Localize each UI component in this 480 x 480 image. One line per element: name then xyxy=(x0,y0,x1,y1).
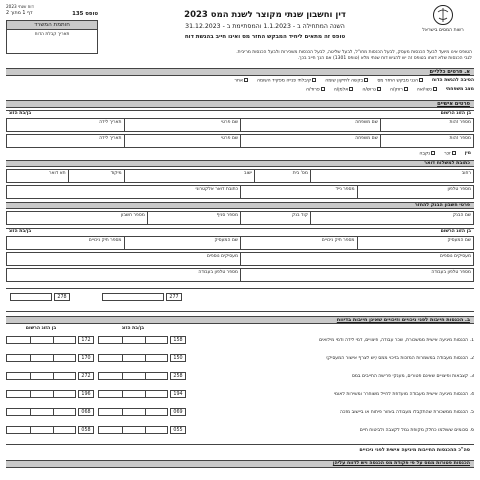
gender-female-label: נקבה xyxy=(419,151,431,157)
marital-label-1: נשוי/אה xyxy=(416,87,432,93)
phone-field[interactable] xyxy=(357,186,474,198)
income-line-5-text: 5. הכנסות ממשכורת שהתקבלו מעבודה באזור פיתוח או ביישוב מזכה xyxy=(340,410,474,415)
declaration-row xyxy=(6,288,474,312)
personal-title-bar xyxy=(6,100,474,108)
income-line-3-code-a: 258 xyxy=(170,372,186,380)
account-field[interactable] xyxy=(7,212,147,224)
phone-label: מספר טלפון xyxy=(447,187,471,192)
work-phone-row xyxy=(6,268,474,282)
bank-name-label: שם הבנק xyxy=(452,213,471,218)
city-field[interactable] xyxy=(124,170,254,182)
spouse-employer-file-field[interactable] xyxy=(7,237,124,249)
marital-option-1[interactable] xyxy=(417,87,438,93)
email-label: כתובת דואר אלקטרוני xyxy=(195,187,238,192)
income-line-2-text: 2. הכנסות מעבודה במשמרות המזכות בזיכוי ממס (יש לצרף אישור המעסיק) xyxy=(326,356,474,361)
gender-label: מין xyxy=(464,151,471,157)
additional-employers-field[interactable] xyxy=(240,253,473,265)
intro-line-1: הטופס אינו מיועד לבעל הכנסות מעסק, לבעל הכנסות מחו"ל, לבעל שליטה, לבעל הכנסות משכירות ולבעל הכנסות מריבית. xyxy=(236,50,472,55)
spouse-first-name-label: שם פרטי xyxy=(221,136,239,141)
income-line-5-code-a: 069 xyxy=(170,408,186,416)
marital-label-3: גרוש/ה xyxy=(362,87,376,93)
reason-option-2[interactable] xyxy=(325,78,369,84)
form-id-block xyxy=(6,4,98,54)
employer-name-field[interactable] xyxy=(357,237,474,249)
spouse-employer-file-label: מספר תיק ניכויים xyxy=(88,238,122,243)
refund-checkbox[interactable] xyxy=(419,78,423,82)
contact-row xyxy=(6,185,474,199)
other-checkbox[interactable] xyxy=(244,78,248,82)
spouse-last-name-label: שם משפחה xyxy=(355,136,378,141)
reason-label-4: אחר xyxy=(234,78,244,84)
spouse-work-phone-field[interactable] xyxy=(7,269,240,281)
marital-label-5: פרוד/ה xyxy=(305,87,320,93)
last-name-label: שם משפחה xyxy=(355,120,378,125)
zip-field[interactable] xyxy=(68,170,124,182)
income-line-3-amount-a[interactable] xyxy=(98,372,168,380)
income-line-6-code-b: 058 xyxy=(78,426,94,434)
marital-title: מצב משפחתי xyxy=(445,87,474,93)
bank-code-label: קוד בנק xyxy=(292,213,308,218)
col-spouse-header: בן/בת הזוג xyxy=(121,326,145,331)
gender-male-label: זכר xyxy=(444,151,451,157)
employer-taxpayer-label: בן הזוג הרשום xyxy=(440,229,471,234)
income-line-2-code-b: 170 xyxy=(78,354,94,362)
street-field[interactable] xyxy=(310,170,473,182)
income-line-6-amount-a[interactable] xyxy=(98,426,168,434)
divorced-checkbox[interactable] xyxy=(377,87,381,91)
reason-option-1[interactable] xyxy=(377,78,424,84)
intro-text xyxy=(106,50,472,62)
part-b-total-label: סה"כ ההכנסות החייבות מיגיעה אישית לפני ניכויים xyxy=(359,447,470,453)
id-field[interactable] xyxy=(380,119,473,131)
spouse-id-field[interactable] xyxy=(380,135,473,147)
employer-file-field[interactable] xyxy=(240,237,357,249)
birth-date-label: תאריך לידה xyxy=(99,120,122,125)
office-stamp-label: חותמת המשרד xyxy=(7,21,97,31)
authority-logo-icon xyxy=(432,4,454,26)
spouse-birth-date-field[interactable] xyxy=(7,135,124,147)
amount-277[interactable] xyxy=(102,293,164,301)
income-line-1-code-b: 172 xyxy=(78,336,94,344)
work-phone-field[interactable] xyxy=(240,269,473,281)
email-field[interactable] xyxy=(7,186,240,198)
income-line-4-text: 4. הכנסות מיגיעה אישית מעבודה מועדפת לחייל משוחרר ומשירות לאומי xyxy=(333,392,474,397)
street-label: רחוב xyxy=(461,171,471,176)
marital-option-3[interactable] xyxy=(362,87,382,93)
account-label: מספר חשבון xyxy=(120,213,145,218)
employer-file-label: מספר תיק ניכויים xyxy=(321,238,355,243)
part-b-title: ב. הכנסות חייבות לפני ניכויים וזיכויים שאינן חייבות בדיווח xyxy=(336,317,470,323)
gender-option-2[interactable] xyxy=(419,151,436,157)
income-line-6-code-a: 055 xyxy=(170,426,186,434)
marital-label-4: אלמן/ה xyxy=(333,87,349,93)
birth-date-field[interactable] xyxy=(7,119,124,131)
reason-label-2: בקשה לתיקון שומה xyxy=(325,78,364,84)
reason-title: הסיבה להגשת הדוח xyxy=(432,78,474,84)
gender-option-1[interactable] xyxy=(444,151,457,157)
employer-name-label: שם המעסיק xyxy=(447,238,471,243)
separated-checkbox[interactable] xyxy=(321,87,325,91)
first-name-label: שם פרטי xyxy=(221,120,239,125)
male-checkbox[interactable] xyxy=(452,151,456,155)
reason-row xyxy=(6,78,474,98)
bank-name-field[interactable] xyxy=(310,212,473,224)
work-phone-label: מספר טלפון בעבודה xyxy=(431,270,471,275)
employer-row-1 xyxy=(6,236,474,250)
address-title: כתובת למשלוח דואר xyxy=(424,161,470,166)
taxpayer-details-row xyxy=(6,118,474,132)
additional-employers-label: מעסיקים נוספים xyxy=(439,254,471,259)
col-taxpayer-header: בן הזוג הרשום xyxy=(25,326,57,331)
income-line-6-text: 6. סכומים ששולמו כחלק מקופת גמל לקצבה ולביטוח חיים xyxy=(359,428,474,433)
spouse-id-label: מספר זהות xyxy=(449,136,471,141)
spouse-birth-date-label: תאריך לידה xyxy=(99,136,122,141)
address-title-bar xyxy=(6,160,474,167)
taxpayer-label: בן הזוג הרשום xyxy=(440,111,471,116)
reason-label-1: הנני מבקש החזר מס xyxy=(377,78,418,84)
city-label: ישוב xyxy=(243,171,252,176)
form-edition: דוח שנתי 2023 xyxy=(6,4,34,9)
amount-278[interactable] xyxy=(10,293,52,301)
income-line-2-amount-a[interactable] xyxy=(98,354,168,362)
income-line-5-code-b: 068 xyxy=(78,408,94,416)
spouse-first-name-field[interactable] xyxy=(124,135,241,147)
received-date-label: תאריך קבלת הדוח xyxy=(34,32,70,38)
code-278: 278 xyxy=(54,293,70,301)
marital-option-4[interactable] xyxy=(334,87,355,93)
authority-name: רשות המסים בישראל xyxy=(422,28,464,33)
income-line-4-amount-b[interactable] xyxy=(6,390,76,398)
reason-option-3[interactable] xyxy=(257,78,317,84)
exempt-income-title: הכנסות פטורות ממס על פי פקודת מס הכנסה ויש לדווח עליהן xyxy=(332,461,470,466)
form-number: טופס 135 xyxy=(72,11,98,18)
bank-row xyxy=(6,211,474,225)
branch-field[interactable] xyxy=(147,212,240,224)
income-line-5-amount-b[interactable] xyxy=(6,408,76,416)
bank-title: פרטי חשבון הבנק להחזר xyxy=(414,203,470,208)
married-checkbox[interactable] xyxy=(433,87,437,91)
marital-option-5[interactable] xyxy=(306,87,326,93)
first-name-field[interactable] xyxy=(124,119,241,131)
spouse-additional-employers-label: מעסיקים נוספים xyxy=(206,254,238,259)
marital-option-2[interactable] xyxy=(390,87,409,93)
bank-code-field[interactable] xyxy=(240,212,310,224)
employer-row-2 xyxy=(6,252,474,266)
spouse-details-row xyxy=(6,134,474,148)
logo xyxy=(414,4,472,44)
office-stamp-box xyxy=(6,20,98,54)
house-no-field[interactable] xyxy=(254,170,310,182)
intro-line-2: לגבי הכנסות שלא דווחו בטופס זה יש להגיש דוח שנתי מלא (טופס 1301) אם הנך חייב בכך. xyxy=(297,56,472,62)
bank-title-bar xyxy=(6,202,474,209)
reason-option-4[interactable] xyxy=(234,78,249,84)
id-label: מספר זהות xyxy=(449,120,471,125)
reason-label-3: קיבלתי פנייה מפקיד השומה xyxy=(257,78,312,84)
mobile-label: מספר נייד xyxy=(335,187,355,192)
income-line-1-amount-a[interactable] xyxy=(98,336,168,344)
form-title-block xyxy=(130,10,400,40)
address-row xyxy=(6,169,474,183)
personal-title: פרטים אישיים xyxy=(437,101,470,107)
income-line-1-text: 1. הכנסות מיגיעה אישית ממשכורת, שכר עבודה, פיצויים, דמי לידה ודמי מילואים xyxy=(319,338,474,343)
taxpayer-header xyxy=(6,110,474,117)
spouse-label: בן/בת הזוג xyxy=(9,111,32,116)
spouse-additional-employers-field[interactable] xyxy=(7,253,240,265)
marital-label-2: רווק/ה xyxy=(389,87,403,93)
last-name-field[interactable] xyxy=(240,119,380,131)
income-line-2-code-a: 150 xyxy=(170,354,186,362)
income-line-3-text: 3. קצבאות ופיצויים שאינם פטורים, מענקי פרישה החייבים במס xyxy=(351,374,474,379)
page-indicator: דף 1 מתוך 2 xyxy=(6,11,33,17)
po-box-label: תא דואר xyxy=(48,171,66,176)
income-line-3-amount-b[interactable] xyxy=(6,372,76,380)
income-line-6-amount-b[interactable] xyxy=(6,426,76,434)
house-no-label: מס' בית xyxy=(292,171,308,176)
assessment-checkbox[interactable] xyxy=(364,78,368,82)
po-box-field[interactable] xyxy=(7,170,68,182)
spouse-employer-name-label: שם המעסיק xyxy=(214,238,238,243)
mobile-field[interactable] xyxy=(240,186,357,198)
employer-header xyxy=(6,228,474,235)
widowed-checkbox[interactable] xyxy=(349,87,353,91)
spouse-work-phone-label: מספר טלפון בעבודה xyxy=(198,270,238,275)
part-a-title-bar xyxy=(6,68,474,76)
code-277: 277 xyxy=(166,293,182,301)
single-checkbox[interactable] xyxy=(404,87,408,91)
income-line-1-code-a: 158 xyxy=(170,336,186,344)
part-a-title: א. פרטים כלליים xyxy=(429,69,470,75)
form-subtitle: טופס זה מתאים ליחיד המבקש החזר מס ואינו חייב בהגשת דוח xyxy=(184,33,346,40)
income-line-2-amount-b[interactable] xyxy=(6,354,76,362)
part-b-col-headers xyxy=(6,326,174,334)
income-line-3-code-b: 272 xyxy=(78,372,94,380)
officer-request-checkbox[interactable] xyxy=(312,78,316,82)
part-b-title-bar xyxy=(6,316,474,324)
exempt-income-title-bar xyxy=(6,460,474,468)
income-line-4-amount-a[interactable] xyxy=(98,390,168,398)
branch-label: מספר סניף xyxy=(216,213,239,218)
female-checkbox[interactable] xyxy=(431,151,435,155)
gender-row xyxy=(6,150,474,158)
income-line-4-code-b: 196 xyxy=(78,390,94,398)
spouse-employer-name-field[interactable] xyxy=(124,237,241,249)
part-b-total xyxy=(6,444,474,456)
tax-period: השנה המתחילה ב - 1.1.2023 והמסתיימת ב - 31.12.2023 xyxy=(185,23,345,31)
spouse-last-name-field[interactable] xyxy=(240,135,380,147)
page-title: דין וחשבון שנתי מקוצר לשנת המס 2023 xyxy=(184,10,346,20)
income-line-1-amount-b[interactable] xyxy=(6,336,76,344)
income-line-5-amount-a[interactable] xyxy=(98,408,168,416)
zip-label: מיקוד xyxy=(110,171,122,176)
income-line-4-code-a: 194 xyxy=(170,390,186,398)
employer-spouse-label: בן/בת הזוג xyxy=(9,229,32,234)
